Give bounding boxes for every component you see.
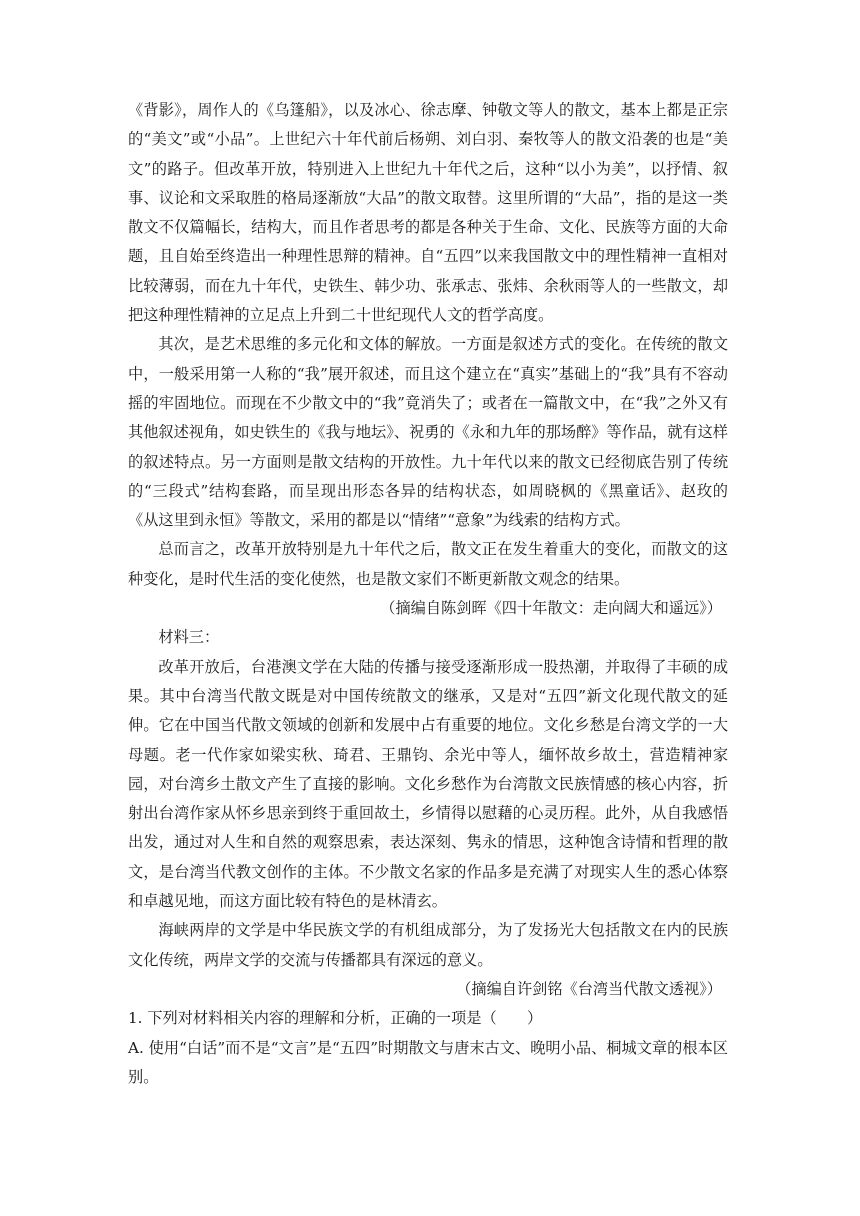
document-body [128, 96, 728, 1092]
paragraph-cross-strait: 海峡两岸的文学是中华民族文学的有机组成部分，为了发扬光大包括散文在内的民族文化传统，两岸文学的交流与传播都具有深远的意义。 [128, 921, 728, 969]
paragraph-second-point: 其次，是艺术思维的多元化和文体的解放。一方面是叙述方式的变化。在传统的散文中，一般采用第一人称的“我”展开叙述，而且这个建立在“真实”基础上的“我”具有不容动摇的牢固地位。而现在不少散文中的“我”竟消失了；或者在一篇散文中，在“我”之外又有其他叙述视角，如史铁生的《我与地坛》、祝勇的《永和九年的那场醉》等作品，就有这样的叙述特点。另一方面则是散文结构的开放性。九十年代以来的散文已经彻底告别了传统的“三段式”结构套路，而呈现出形态各异的结构状态，如周晓枫的《黑童话》、赵玫的《从这里到永恒》等散文，采用的都是以“情绪”“意象”为线索的结构方式。 [128, 335, 728, 530]
paragraph-material-three: 改革开放后，台港澳文学在大陆的传播与接受逐渐形成一股热潮，并取得了丰硕的成果。其中台湾当代散文既是对中国传统散文的继承，又是对“五四”新文化现代散文的延伸。它在中国当代散文领域的创新和发展中占有重要的地位。文化乡愁是台湾文学的一大母题。老一代作家如梁实秋、琦君、王鼎钧、余光中等人，缅怀故乡故土，营造精神家园，对台湾乡土散文产生了直接的影响。文化乡愁作为台湾散文民族情感的核心内容，折射出台湾作家从怀乡思亲到终于重回故土，乡情得以慰藉的心灵历程。此外，从自我感悟出发，通过对人生和自然的观察思索，表达深刻、隽永的情思，这种饱含诗情和哲理的散文，是台湾当代教文创作的主体。不少散文名家的作品多是充满了对现实人生的悉心体察和卓越见地，而这方面比较有特色的是林清玄。 [128, 657, 728, 911]
question-option-a: A. 使用“白话”而不是“文言”是“五四”时期散文与唐末古文、晚明小品、桐城文章的根本区别。 [128, 1038, 728, 1086]
question-stem: 1. 下列对材料相关内容的理解和分析，正确的一项是（ ） [128, 1009, 543, 1028]
material-three-heading: 材料三： [158, 628, 220, 647]
paragraph-continuation: 《背影》，周作人的《乌篷船》，以及冰心、徐志摩、钟敬文等人的散文，基本上都是正宗的“美文”或“小品”。上世纪六十年代前后杨朔、刘白羽、秦牧等人的散文沿袭的也是“美文”的路子。但改革开放，特别进入上世纪九十年代之后，这种“以小为美”，以抒情、叙事、议论和文采取胜的格局逐渐放“大品”的散文取替。这里所谓的“大品”，指的是这一类散文不仅篇幅长，结构大，而且作者思考的都是各种关于生命、文化、民族等方面的大命题，且自始至终造出一种理性思辩的精神。自“五四”以来我国散文中的理性精神一直相对比较薄弱，而在九十年代，史铁生、韩少功、张承志、张炜、余秋雨等人的一些散文，却把这种理性精神的立足点上升到二十世纪现代人文的哲学高度。 [128, 101, 728, 325]
source-citation-2: （摘编自许剑铭《台湾当代散文透视》） [456, 979, 722, 998]
paragraph-conclusion: 总而言之，改革开放特别是九十年代之后，散文正在发生着重大的变化，而散文的这种变化，是时代生活的变化使然，也是散文家们不断更新散文观念的结果。 [128, 540, 728, 588]
source-citation-1: （摘编自陈剑晖《四十年散文：走向阔大和遥远》） [380, 599, 722, 618]
